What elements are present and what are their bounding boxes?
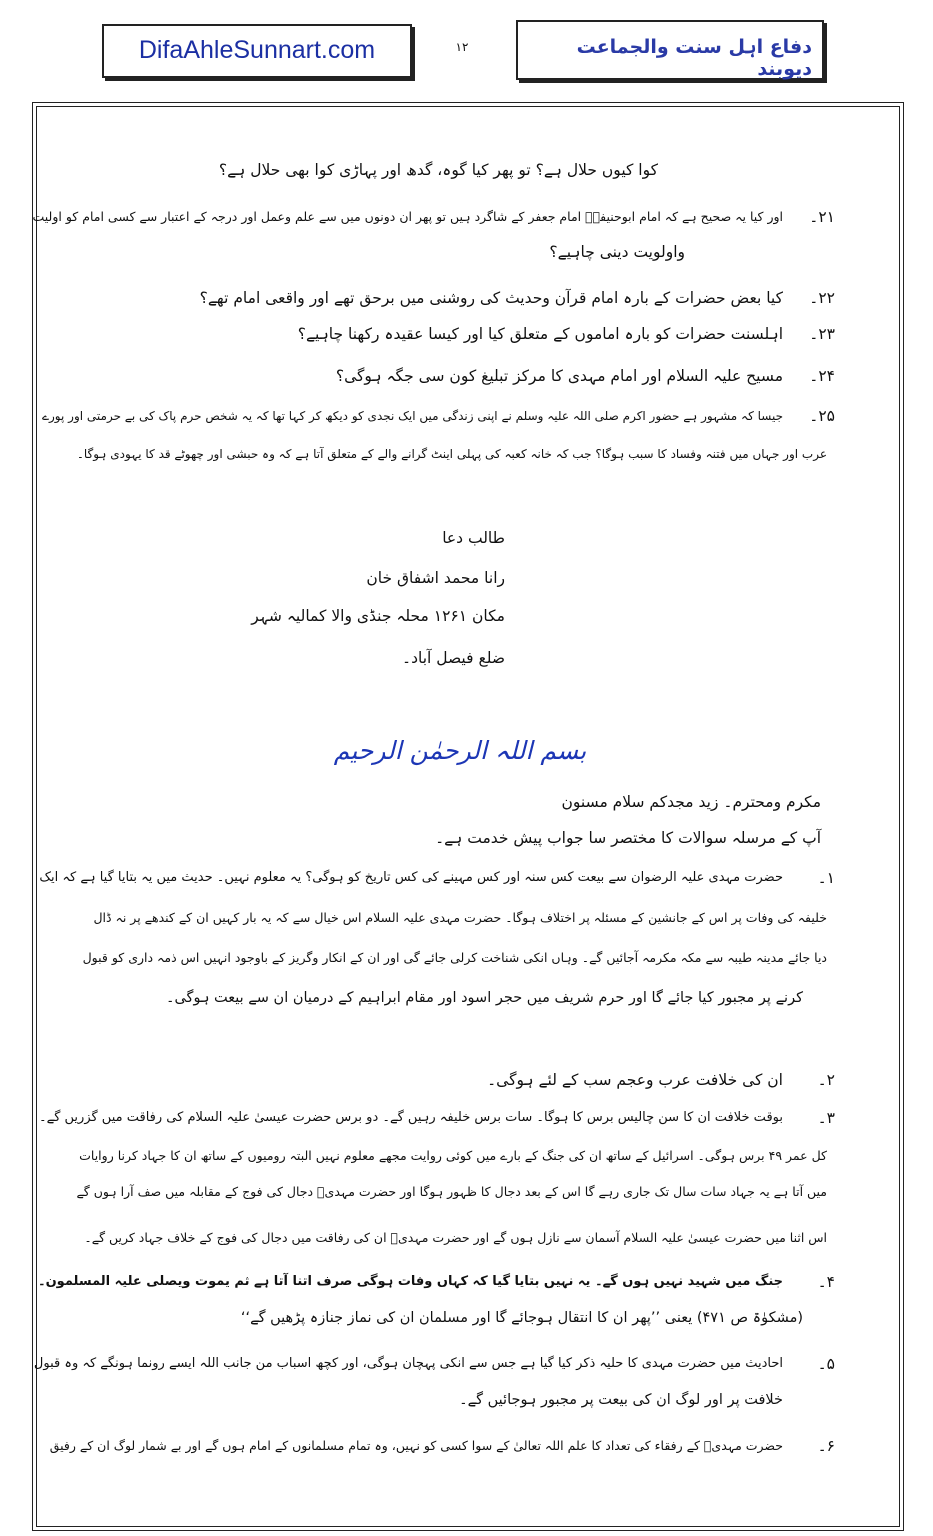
question-continuation: کوا کیوں حلال ہے؟ تو پھر کیا گوہ، گدھ اور پہاڑی کوا بھی حلال ہے؟	[218, 161, 658, 179]
question-text: اور کیا یہ صحیح ہے کہ امام ابوحنیفہؒ امام جعفر کے شاگرد ہیں تو پھر ان دونوں میں سے علم وعمل اور درجہ کے اعتبار سے کسی امام کو اولیت	[32, 209, 783, 224]
answer-text: خلیفہ کی وفات پر اس کے جانشین کے مسئلہ پر اختلاف ہوگا۔ حضرت مہدی علیہ السلام اس خیال سے کہ یہ بار کہیں ان کے کندھے پر نہ ڈال	[93, 910, 827, 925]
answer-text: میں آتا ہے یہ جہاد سات سال تک جاری رہے گا اس کے بعد دجال کا ظہور ہوگا اور حضرت مہدیؒ دجال کی فوج کے مقابلہ میں صف آرا ہوں گے	[76, 1184, 827, 1199]
intro-line: آپ کے مرسلہ سوالات کا مختصر سا جواب پیش خدمت ہے۔	[435, 829, 821, 847]
answer-text: خلافت پر اور لوگ ان کی بیعت پر مجبور ہوجائیں گے۔	[459, 1392, 783, 1408]
signature-line: طالب دعا	[442, 529, 505, 547]
answer-text: کرنے پر مجبور کیا جائے گا اور حرم شریف میں حجر اسود اور مقام ابراہیم کے درمیان ان سے بیعت ہوگی۔	[165, 990, 803, 1006]
answer-text: جنگ میں شہید نہیں ہوں گے۔ یہ نہیں بتایا گیا کہ کہاں وفات ہوگی صرف اتنا آتا ہے ثم یموت ویصلی علیہ المسلمون۔	[37, 1274, 783, 1289]
book-title-box	[516, 20, 824, 80]
answer-number: ۲۔	[817, 1071, 835, 1089]
answer-number: ۱۔	[817, 869, 835, 887]
answer-number: ۵۔	[817, 1355, 835, 1373]
book-title: دفاع اہل سنت والجماعت دیوبند	[576, 36, 812, 80]
question-text: واولویت دینی چاہیے؟	[549, 243, 685, 261]
salutation: مکرم ومحترم۔ زید مجدکم سلام مسنون	[561, 793, 821, 811]
website-label: DifaAhleSunnart.com	[138, 36, 376, 64]
question-text: جیسا کہ مشہور ہے حضور اکرم صلی اللہ علیہ وسلم نے اپنی زندگی میں ایک نجدی کو دیکھ کر کہا تھا کہ یہ شخص حرم پاک کی بے حرمتی اور پورے	[41, 409, 783, 423]
website-label-box	[102, 24, 412, 78]
answer-text: کل عمر ۴۹ برس ہوگی۔ اسرائیل کے ساتھ ان کی جنگ کے بارے میں کوئی روایت مجھے معلوم نہیں البتہ رومیوں کے ساتھ ان کا جہاد کرنا روایات	[79, 1148, 827, 1163]
question-text: عرب اور جہاں میں فتنہ وفساد کا سبب ہوگا؟ جب کہ خانہ کعبہ کی پہلی اینٹ گرانے والے کے متعلق آتا ہے کہ وہ حبشی اور چھوٹے قد کا یہودی ہوگا۔	[76, 447, 827, 461]
answer-text: حضرت مہدی علیہ الرضوان سے بیعت کس سنہ اور کس مہینے کی کس تاریخ کو ہوگی؟ یہ معلوم نہیں۔ حدیث میں یہ بتایا گیا ہے کہ ایک	[39, 870, 783, 885]
signature-district: ضلع فیصل آباد۔	[402, 649, 505, 667]
answer-number: ۴۔	[817, 1273, 835, 1291]
answer-text: اس اثنا میں حضرت عیسیٰ علیہ السلام آسمان سے نازل ہوں گے اور حضرت مہدیؒ ان کی رفاقت میں دجال کی فوج کے خلاف جہاد کریں گے۔	[84, 1230, 827, 1245]
answer-text: دیا جائے مدینہ طیبہ سے مکہ مکرمہ آجائیں گے۔ وہاں انکی شناخت کرلی جائے گی اور ان کے انکار وگریز کے باوجود انہیں اس ذمہ داری کو قبول	[82, 950, 827, 965]
answer-citation: (مشکوٰۃ ص ۴۷۱) یعنی ’’پھر ان کا انتقال ہوجائے گا اور مسلمان ان کی نماز جنازہ پڑھیں گے‘‘	[240, 1310, 803, 1326]
answer-number: ۳۔	[817, 1109, 835, 1127]
question-text: اہلسنت حضرات کو بارہ اماموں کے متعلق کیا اور کیسا عقیدہ رکھنا چاہیے؟	[297, 325, 783, 343]
question-text: مسیح علیہ السلام اور امام مہدی کا مرکز تبلیغ کون سی جگہ ہوگی؟	[335, 367, 783, 385]
bismillah-heading: بسم اللہ الرحمٰن الرحیم	[333, 736, 587, 765]
page-number: ۱۲	[455, 40, 469, 54]
signature-name: رانا محمد اشفاق خان	[366, 569, 505, 587]
question-text: کیا بعض حضرات کے بارہ امام قرآن وحدیث کی روشنی میں برحق تھے اور واقعی امام تھے؟	[199, 289, 783, 307]
question-number: ۲۱۔	[809, 208, 835, 226]
answer-text: احادیث میں حضرت مہدی کا حلیہ ذکر کیا گیا ہے جس سے انکی پہچان ہوگی، اور کچھ اسباب من جانب اللہ ایسے رونما ہونگے کہ وہ قبول	[33, 1356, 783, 1371]
answer-text: ان کی خلافت عرب وعجم سب کے لئے ہوگی۔	[487, 1071, 783, 1089]
signature-address: مکان ۱۲۶۱ محلہ جنڈی والا کمالیہ شہر	[251, 607, 505, 625]
answer-number: ۶۔	[817, 1437, 835, 1455]
answer-text: حضرت مہدیؒ کے رفقاء کی تعداد کا علم اللہ تعالیٰ کے سوا کسی کو نہیں، وہ تمام مسلمانوں کے امام ہوں گے اور بے شمار لوگ ان کے رفیق	[49, 1438, 783, 1453]
question-number: ۲۲۔	[809, 289, 835, 307]
question-number: ۲۳۔	[809, 325, 835, 343]
question-number: ۲۵۔	[809, 407, 835, 425]
question-number: ۲۴۔	[809, 367, 835, 385]
answer-text: بوقت خلافت ان کا سن چالیس برس کا ہوگا۔ سات برس خلیفہ رہیں گے۔ دو برس حضرت عیسیٰ علیہ السلام کی رفاقت میں گزریں گے۔	[38, 1110, 783, 1125]
